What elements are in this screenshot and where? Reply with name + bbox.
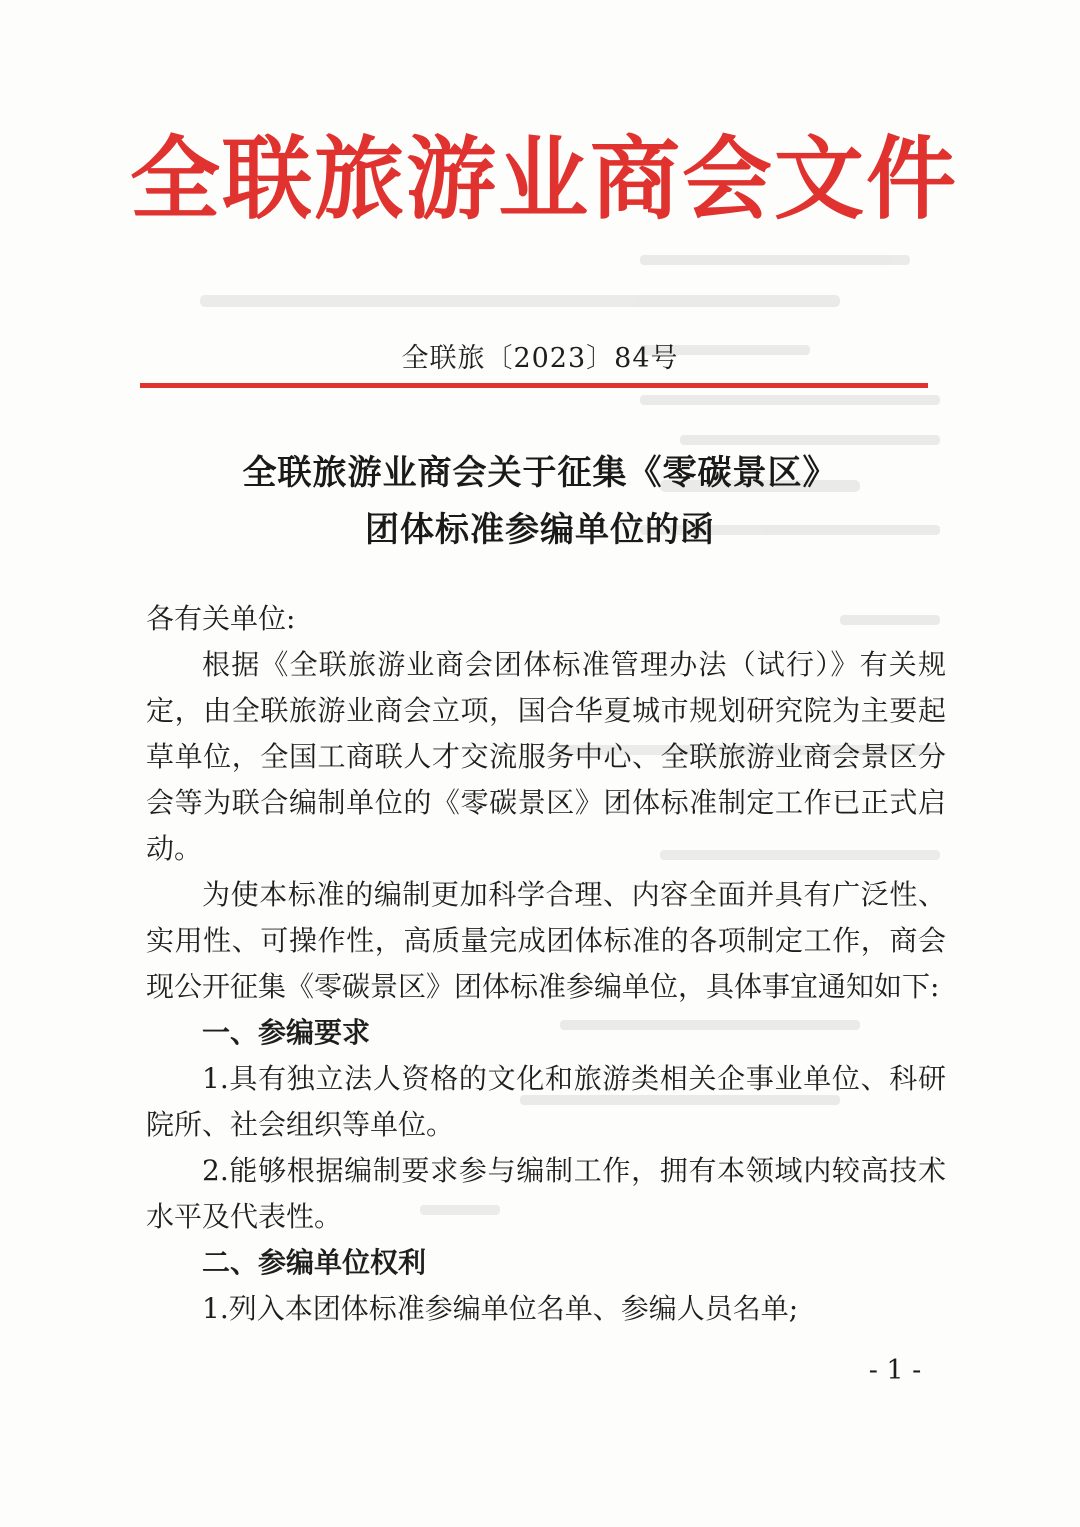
section-1-heading: 一、参编要求 — [202, 1016, 371, 1049]
red-divider-line — [140, 383, 928, 388]
section-2-item-1: 1.列入本团体标准参编单位名单、参编人员名单; — [202, 1292, 799, 1325]
document-number: 全联旅〔2023〕84号 — [401, 343, 679, 374]
section-1-item-1: 1.具有独立法人资格的文化和旅游类相关企事业单位、科研院所、社会组织等单位。 — [146, 1062, 946, 1141]
paragraph-1: 根据《全联旅游业商会团体标准管理办法（试行）》有关规定，由全联旅游业商会立项，国合华夏城市规划研究院为主要起草单位，全国工商联人才交流服务中心、全联旅游业商会景区分会等为联合编制单位的《零碳景区》团体标准制定工作已正式启动。 — [146, 648, 946, 865]
document-title-line-2: 团体标准参编单位的函 — [365, 510, 715, 550]
section-2-heading: 二、参编单位权利 — [202, 1246, 427, 1279]
paragraph-2: 为使本标准的编制更加科学合理、内容全面并具有广泛性、实用性、可操作性，高质量完成团体标准的各项制定工作，商会现公开征集《零碳景区》团体标准参编单位，具体事宜通知如下: — [146, 878, 946, 1003]
issuer-masthead: 全联旅游业商会文件 — [130, 127, 958, 232]
section-1-item-2: 2.能够根据编制要求参与编制工作，拥有本领域内较高技术水平及代表性。 — [146, 1154, 946, 1233]
page-number: - 1 - — [868, 1355, 922, 1386]
document-title-line-1: 全联旅游业商会关于征集《零碳景区》 — [242, 453, 838, 493]
document-body — [146, 596, 946, 1332]
salutation: 各有关单位: — [146, 602, 296, 635]
